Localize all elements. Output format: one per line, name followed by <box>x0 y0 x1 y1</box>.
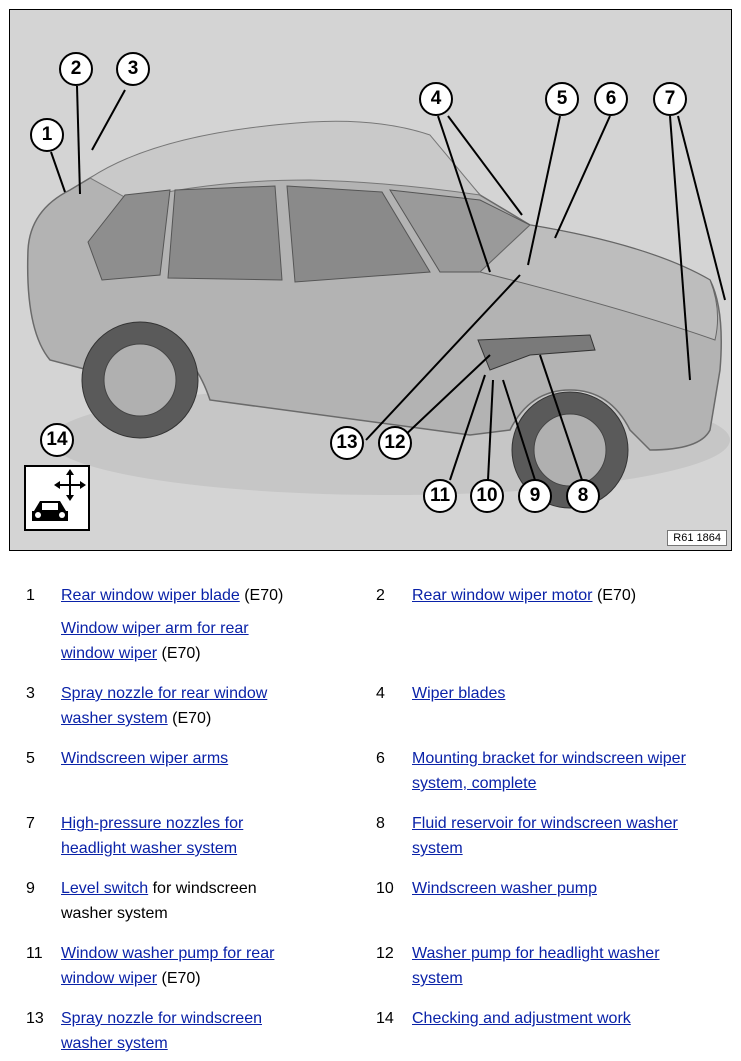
link-fluid-reservoir[interactable]: Fluid reservoir for windscreen washer <box>412 815 678 832</box>
link-fluid-reservoir-line2[interactable]: system <box>412 840 463 857</box>
legend-number: 14 <box>376 1010 394 1027</box>
link-mounting-bracket-line2[interactable]: system, complete <box>412 775 537 792</box>
link-spray-nozzle-windscreen[interactable]: Spray nozzle for windscreen <box>61 1010 262 1027</box>
link-washer-pump-headlight[interactable]: Washer pump for headlight washer <box>412 945 660 962</box>
link-windscreen-wiper-arms[interactable]: Windscreen wiper arms <box>61 750 229 767</box>
link-high-pressure-nozzles-line2[interactable]: headlight washer system <box>61 840 238 857</box>
link-rear-window-wiper-motor[interactable]: Rear window wiper motor <box>412 587 593 604</box>
link-rear-window-wiper-blade[interactable]: Rear window wiper blade <box>61 587 240 604</box>
legend-number: 5 <box>26 750 35 767</box>
legend-number: 12 <box>376 945 394 962</box>
legend-number: 9 <box>26 880 35 897</box>
callout-11: 11 <box>423 479 457 513</box>
legend-number: 8 <box>376 815 385 832</box>
car-with-adjust-arrows-icon <box>24 465 90 531</box>
link-mounting-bracket[interactable]: Mounting bracket for windscreen wiper <box>412 750 686 767</box>
legend-number: 11 <box>26 945 43 962</box>
callout-10: 10 <box>470 479 504 513</box>
link-spray-nozzle-rear[interactable]: Spray nozzle for rear window <box>61 685 268 702</box>
link-checking-adjustment[interactable]: Checking and adjustment work <box>412 1010 631 1027</box>
callout-3: 3 <box>116 52 150 86</box>
legend-number: 13 <box>26 1010 44 1027</box>
legend-number: 3 <box>26 685 35 702</box>
callout-13: 13 <box>330 426 364 460</box>
callout-2: 2 <box>59 52 93 86</box>
link-window-wiper-arm-line2[interactable]: window wiper <box>61 645 158 662</box>
legend-number: 6 <box>376 750 385 767</box>
link-spray-nozzle-windscreen-line2[interactable]: washer system <box>61 1035 168 1052</box>
link-window-wiper-arm[interactable]: Window wiper arm for rear <box>61 620 249 637</box>
figure-code: R61 1864 <box>667 530 727 546</box>
link-spray-nozzle-rear-line2[interactable]: washer system <box>61 710 168 727</box>
legend-number: 4 <box>376 685 385 702</box>
callout-12: 12 <box>378 426 412 460</box>
legend-number: 1 <box>26 587 35 604</box>
link-high-pressure-nozzles[interactable]: High-pressure nozzles for <box>61 815 244 832</box>
link-window-washer-pump-rear-line2[interactable]: window wiper <box>61 970 158 987</box>
callout-1: 1 <box>30 118 64 152</box>
link-wiper-blades[interactable]: Wiper blades <box>412 685 506 702</box>
callout-9: 9 <box>518 479 552 513</box>
callout-6: 6 <box>594 82 628 116</box>
callout-7: 7 <box>653 82 687 116</box>
legend-number: 7 <box>26 815 35 832</box>
link-windscreen-washer-pump[interactable]: Windscreen washer pump <box>412 880 597 897</box>
legend-number: 10 <box>376 880 394 897</box>
link-window-washer-pump-rear[interactable]: Window washer pump for rear <box>61 945 275 962</box>
callout-14: 14 <box>40 423 74 457</box>
link-washer-pump-headlight-line2[interactable]: system <box>412 970 463 987</box>
link-level-switch[interactable]: Level switch <box>61 880 149 897</box>
vehicle-illustration <box>9 9 732 551</box>
callout-4: 4 <box>419 82 453 116</box>
callout-8: 8 <box>566 479 600 513</box>
callout-5: 5 <box>545 82 579 116</box>
legend-number: 2 <box>376 587 385 604</box>
